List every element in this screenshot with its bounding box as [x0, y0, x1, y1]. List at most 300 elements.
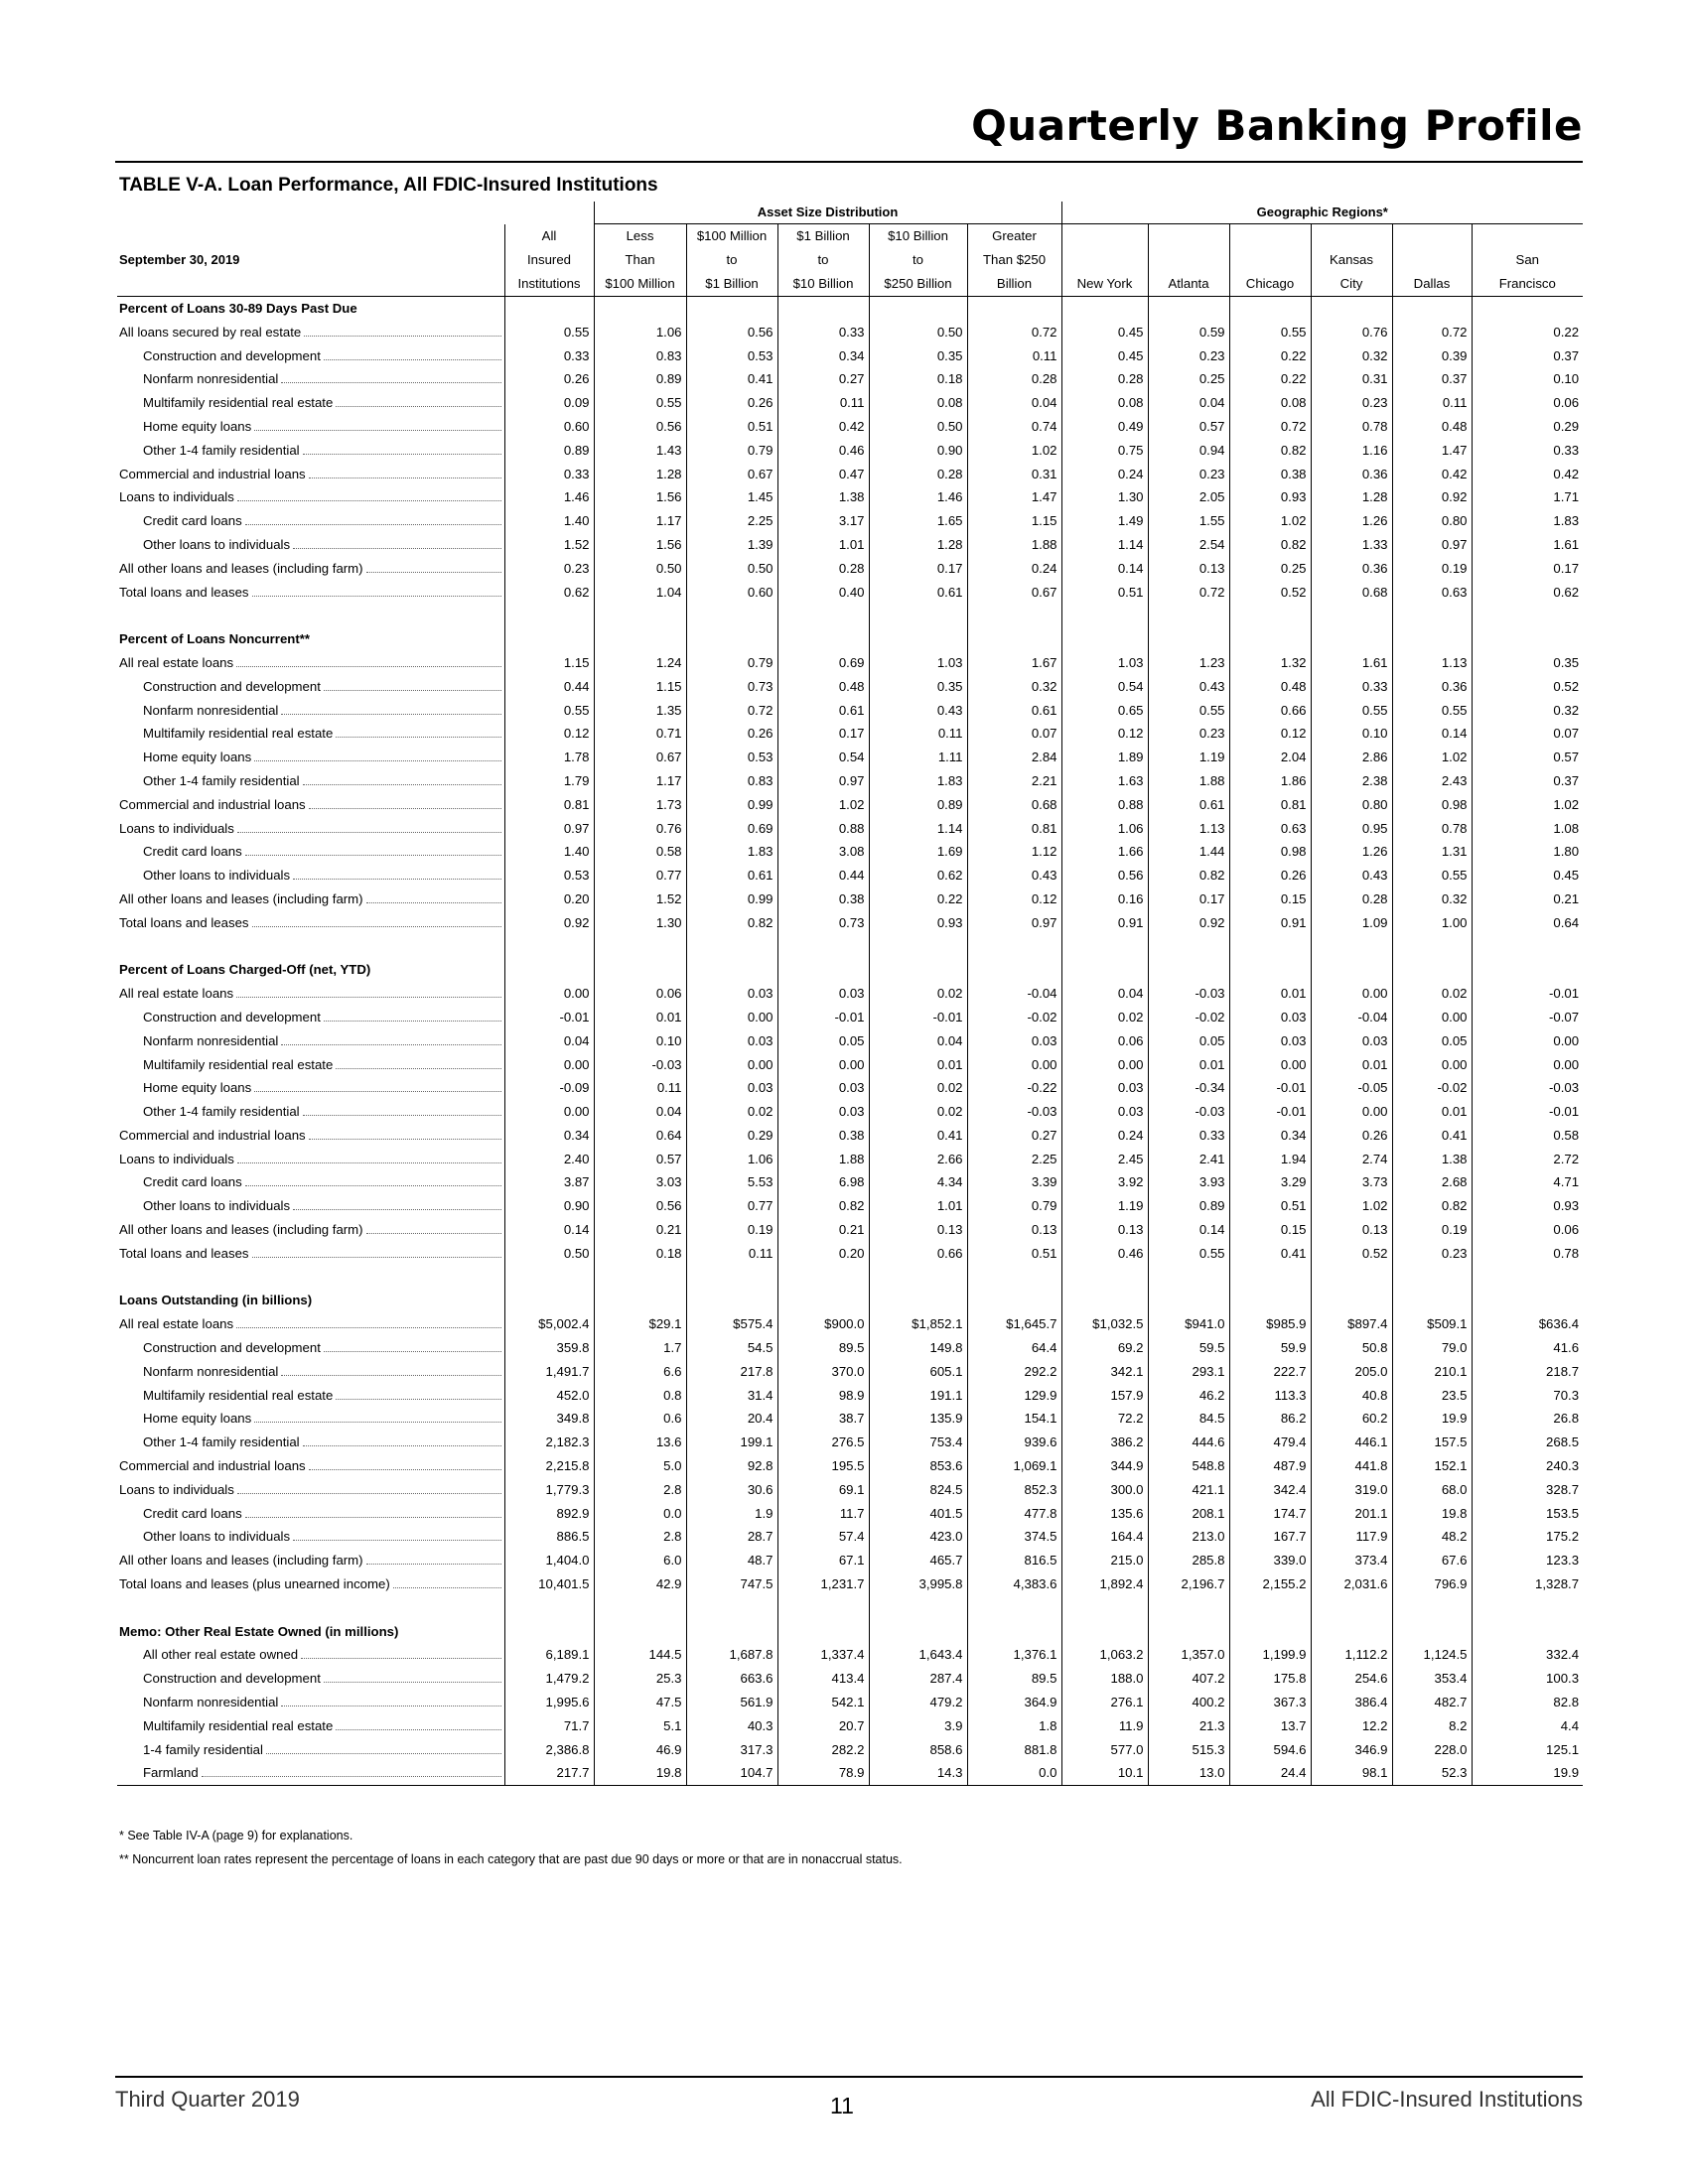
- cell-value: 0.66: [869, 1242, 967, 1266]
- cell-value: 1.15: [504, 651, 594, 675]
- dot-leader: [303, 1445, 501, 1446]
- cell-value: 1.32: [1229, 651, 1311, 675]
- cell-value: 421.1: [1148, 1478, 1229, 1502]
- column-header: [1148, 248, 1229, 272]
- cell-value: 0.02: [869, 982, 967, 1006]
- cell-value: 0.10: [1311, 722, 1392, 746]
- cell-value: 1,063.2: [1061, 1643, 1148, 1667]
- cell-value: 0.69: [686, 817, 777, 841]
- row-label: [117, 1336, 504, 1360]
- cell-value: 0.93: [869, 911, 967, 935]
- cell-value: 135.9: [869, 1407, 967, 1431]
- cell-value: 0.14: [1392, 722, 1472, 746]
- cell-value: 346.9: [1311, 1738, 1392, 1762]
- cell-value: 0.91: [1229, 911, 1311, 935]
- cell-value: 1.61: [1311, 651, 1392, 675]
- row-label: [117, 1100, 504, 1124]
- cell-value: 0.61: [777, 699, 869, 723]
- cell-value: 2.05: [1148, 485, 1229, 509]
- cell-value: 0.00: [504, 1100, 594, 1124]
- column-header: Than $250: [967, 248, 1061, 272]
- cell-value: 5.0: [594, 1454, 686, 1478]
- dot-leader: [237, 500, 501, 501]
- cell-value: 59.5: [1148, 1336, 1229, 1360]
- row-label: [117, 1360, 504, 1384]
- cell-value: 0.07: [967, 722, 1061, 746]
- cell-value: 0.02: [686, 1100, 777, 1124]
- cell-value: 0.50: [504, 1242, 594, 1266]
- cell-value: -0.01: [504, 1006, 594, 1029]
- cell-value: 852.3: [967, 1478, 1061, 1502]
- table-row: [117, 675, 1583, 699]
- section-spacer: [117, 935, 1583, 959]
- dot-leader: [336, 737, 500, 738]
- cell-value: 0.25: [1148, 367, 1229, 391]
- row-label-text: All loans secured by real estate: [119, 324, 302, 340]
- cell-value: 70.3: [1472, 1384, 1583, 1408]
- cell-value: 0.50: [869, 321, 967, 344]
- table-row: [117, 793, 1583, 817]
- cell-value: 0.08: [1229, 391, 1311, 415]
- cell-value: -0.01: [1472, 982, 1583, 1006]
- cell-value: 6.6: [594, 1360, 686, 1384]
- cell-value: 2.72: [1472, 1148, 1583, 1171]
- cell-value: 1.86: [1229, 769, 1311, 793]
- cell-value: 1.19: [1148, 746, 1229, 769]
- cell-value: 0.43: [869, 699, 967, 723]
- column-header: $100 Million: [594, 272, 686, 297]
- cell-value: 2,196.7: [1148, 1572, 1229, 1596]
- cell-value: 240.3: [1472, 1454, 1583, 1478]
- cell-value: 0.06: [1472, 1218, 1583, 1242]
- cell-value: 40.3: [686, 1714, 777, 1738]
- cell-value: 1.7: [594, 1336, 686, 1360]
- table-row: [117, 415, 1583, 439]
- cell-value: 1,328.7: [1472, 1572, 1583, 1596]
- dot-leader: [303, 454, 501, 455]
- cell-value: 3.39: [967, 1170, 1061, 1194]
- dot-leader: [309, 1139, 501, 1140]
- table-row: [117, 439, 1583, 463]
- cell-value: 1.24: [594, 651, 686, 675]
- cell-value: 0.79: [686, 439, 777, 463]
- cell-value: 0.92: [1392, 485, 1472, 509]
- cell-value: 72.2: [1061, 1407, 1148, 1431]
- table-row: [117, 1525, 1583, 1549]
- cell-value: 2.04: [1229, 746, 1311, 769]
- cell-value: 157.5: [1392, 1431, 1472, 1454]
- cell-value: 0.01: [1229, 982, 1311, 1006]
- cell-value: 0.00: [1229, 1053, 1311, 1077]
- cell-value: 605.1: [869, 1360, 967, 1384]
- section-spacer: [117, 604, 1583, 627]
- cell-value: $900.0: [777, 1312, 869, 1336]
- cell-value: 282.2: [777, 1738, 869, 1762]
- cell-value: 1.47: [967, 485, 1061, 509]
- row-label: [117, 1454, 504, 1478]
- dot-leader: [366, 902, 501, 903]
- cell-value: 2.54: [1148, 533, 1229, 557]
- row-label: [117, 1053, 504, 1077]
- cell-value: 0.16: [1061, 887, 1148, 911]
- table-row: [117, 840, 1583, 864]
- cell-value: 0.0: [967, 1761, 1061, 1785]
- cell-value: 1.03: [869, 651, 967, 675]
- cell-value: 19.9: [1392, 1407, 1472, 1431]
- cell-value: 0.43: [1148, 675, 1229, 699]
- cell-value: 59.9: [1229, 1336, 1311, 1360]
- cell-value: $636.4: [1472, 1312, 1583, 1336]
- cell-value: 663.6: [686, 1667, 777, 1691]
- cell-value: 0.35: [869, 675, 967, 699]
- cell-value: 0.91: [1061, 911, 1148, 935]
- column-header: [1061, 224, 1148, 249]
- cell-value: 0.34: [1229, 1124, 1311, 1148]
- cell-value: 13.7: [1229, 1714, 1311, 1738]
- cell-value: 0.48: [777, 675, 869, 699]
- cell-value: 444.6: [1148, 1431, 1229, 1454]
- cell-value: 0.01: [1311, 1053, 1392, 1077]
- row-label-text: Total loans and leases: [119, 1245, 249, 1261]
- dot-leader: [336, 1068, 500, 1069]
- dot-leader: [293, 1209, 500, 1210]
- row-label: [117, 367, 504, 391]
- cell-value: 319.0: [1311, 1478, 1392, 1502]
- cell-value: 0.81: [1229, 793, 1311, 817]
- cell-value: 125.1: [1472, 1738, 1583, 1762]
- cell-value: -0.04: [967, 982, 1061, 1006]
- row-label-text: Total loans and leases: [119, 914, 249, 930]
- row-label-text: 1-4 family residential: [143, 1741, 263, 1757]
- page-number: 11: [830, 2093, 854, 2118]
- cell-value: 561.9: [686, 1691, 777, 1714]
- table-row: [117, 1384, 1583, 1408]
- cell-value: 195.5: [777, 1454, 869, 1478]
- cell-value: 215.0: [1061, 1549, 1148, 1572]
- cell-value: 1.31: [1392, 840, 1472, 864]
- cell-value: 0.64: [1472, 911, 1583, 935]
- cell-value: 13.0: [1148, 1761, 1229, 1785]
- cell-value: 0.72: [1229, 415, 1311, 439]
- cell-value: 0.51: [1061, 581, 1148, 605]
- row-label-text: Other loans to individuals: [143, 1198, 291, 1214]
- cell-value: 0.66: [1229, 699, 1311, 723]
- cell-value: 892.9: [504, 1502, 594, 1526]
- cell-value: 359.8: [504, 1336, 594, 1360]
- cell-value: -0.03: [1148, 982, 1229, 1006]
- cell-value: 3,995.8: [869, 1572, 967, 1596]
- cell-value: 548.8: [1148, 1454, 1229, 1478]
- cell-value: 84.5: [1148, 1407, 1229, 1431]
- cell-value: 0.03: [777, 1100, 869, 1124]
- cell-value: 2,182.3: [504, 1431, 594, 1454]
- cell-value: 0.46: [1061, 1242, 1148, 1266]
- cell-value: 853.6: [869, 1454, 967, 1478]
- cell-value: 0.33: [504, 463, 594, 486]
- column-header: Francisco: [1472, 272, 1583, 297]
- cell-value: 2.45: [1061, 1148, 1148, 1171]
- cell-value: 3.93: [1148, 1170, 1229, 1194]
- row-label-text: Other loans to individuals: [143, 536, 291, 552]
- cell-value: 1.30: [594, 911, 686, 935]
- cell-value: 0.82: [1148, 864, 1229, 887]
- cell-value: 0.94: [1148, 439, 1229, 463]
- cell-value: 423.0: [869, 1525, 967, 1549]
- row-label: [117, 1312, 504, 1336]
- row-label: [117, 1170, 504, 1194]
- column-header: $10 Billion: [869, 224, 967, 249]
- cell-value: 0.89: [1148, 1194, 1229, 1218]
- cell-value: 1.15: [594, 675, 686, 699]
- cell-value: 0.52: [1311, 1242, 1392, 1266]
- dot-leader: [237, 832, 501, 833]
- cell-value: 1.38: [777, 485, 869, 509]
- dot-leader: [252, 596, 501, 597]
- cell-value: 1.00: [1392, 911, 1472, 935]
- cell-value: 222.7: [1229, 1360, 1311, 1384]
- table-row: [117, 1667, 1583, 1691]
- section-header-row: [117, 958, 1583, 982]
- cell-value: 344.9: [1061, 1454, 1148, 1478]
- cell-value: 0.00: [777, 1053, 869, 1077]
- cell-value: 0.97: [504, 817, 594, 841]
- cell-value: 0.12: [1229, 722, 1311, 746]
- row-label: [117, 911, 504, 935]
- cell-value: 2.21: [967, 769, 1061, 793]
- cell-value: 401.5: [869, 1502, 967, 1526]
- footer-rule: [115, 2076, 1583, 2078]
- cell-value: 0.38: [1229, 463, 1311, 486]
- dot-leader: [293, 879, 500, 880]
- cell-value: 1.15: [967, 509, 1061, 533]
- cell-value: 0.32: [1472, 699, 1583, 723]
- row-label: [117, 1643, 504, 1667]
- row-label: [117, 982, 504, 1006]
- cell-value: 0.62: [504, 581, 594, 605]
- cell-value: 1,479.2: [504, 1667, 594, 1691]
- cell-value: 1.46: [869, 485, 967, 509]
- cell-value: 0.97: [1392, 533, 1472, 557]
- cell-value: 1.44: [1148, 840, 1229, 864]
- cell-value: 0.13: [869, 1218, 967, 1242]
- section-header-row: [117, 297, 1583, 321]
- cell-value: 0.10: [594, 1029, 686, 1053]
- cell-value: 1,892.4: [1061, 1572, 1148, 1596]
- cell-value: 175.8: [1229, 1667, 1311, 1691]
- cell-value: 1.35: [594, 699, 686, 723]
- cell-value: 0.79: [686, 651, 777, 675]
- cell-value: 0.95: [1311, 817, 1392, 841]
- cell-value: 0.32: [967, 675, 1061, 699]
- row-label: [117, 1667, 504, 1691]
- cell-value: 0.47: [777, 463, 869, 486]
- cell-value: 753.4: [869, 1431, 967, 1454]
- cell-value: 0.03: [1311, 1029, 1392, 1053]
- cell-value: 0.44: [504, 675, 594, 699]
- cell-value: 0.33: [504, 344, 594, 368]
- cell-value: 0.03: [686, 1029, 777, 1053]
- cell-value: 54.5: [686, 1336, 777, 1360]
- row-label: [117, 793, 504, 817]
- cell-value: 0.72: [967, 321, 1061, 344]
- cell-value: 515.3: [1148, 1738, 1229, 1762]
- column-header: $10 Billion: [777, 272, 869, 297]
- cell-value: 4.34: [869, 1170, 967, 1194]
- row-label-text: Farmland: [143, 1765, 199, 1781]
- row-label-text: Other loans to individuals: [143, 1529, 291, 1545]
- cell-value: 0.60: [504, 415, 594, 439]
- cell-value: 0.6: [594, 1407, 686, 1431]
- row-label-text: Other 1-4 family residential: [143, 1104, 300, 1120]
- cell-value: 1.88: [1148, 769, 1229, 793]
- cell-value: 144.5: [594, 1643, 686, 1667]
- cell-value: -0.02: [967, 1006, 1061, 1029]
- section-header-row: [117, 627, 1583, 651]
- cell-value: 1.02: [1472, 793, 1583, 817]
- cell-value: 149.8: [869, 1336, 967, 1360]
- cell-value: 1.89: [1061, 746, 1148, 769]
- cell-value: 0.36: [1311, 463, 1392, 486]
- cell-value: 31.4: [686, 1384, 777, 1408]
- cell-value: 0.01: [1392, 1100, 1472, 1124]
- cell-value: 0.00: [686, 1053, 777, 1077]
- column-header: Institutions: [504, 272, 594, 297]
- cell-value: 0.58: [1472, 1124, 1583, 1148]
- table-row: [117, 509, 1583, 533]
- cell-value: 2.66: [869, 1148, 967, 1171]
- cell-value: 2.74: [1311, 1148, 1392, 1171]
- cell-value: 1,069.1: [967, 1454, 1061, 1478]
- table-row: [117, 1218, 1583, 1242]
- column-header: [1061, 248, 1148, 272]
- cell-value: 1.02: [1311, 1194, 1392, 1218]
- cell-value: 1.40: [504, 509, 594, 533]
- cell-value: 0.37: [1392, 367, 1472, 391]
- cell-value: 0.54: [777, 746, 869, 769]
- cell-value: 69.1: [777, 1478, 869, 1502]
- cell-value: 100.3: [1472, 1667, 1583, 1691]
- table-row: [117, 1100, 1583, 1124]
- cell-value: 1,112.2: [1311, 1643, 1392, 1667]
- cell-value: 6.98: [777, 1170, 869, 1194]
- cell-value: 228.0: [1392, 1738, 1472, 1762]
- cell-value: 0.77: [686, 1194, 777, 1218]
- cell-value: 0.55: [504, 321, 594, 344]
- cell-value: 0.14: [1061, 557, 1148, 581]
- cell-value: 0.13: [1061, 1218, 1148, 1242]
- cell-value: 1.52: [504, 533, 594, 557]
- cell-value: 129.9: [967, 1384, 1061, 1408]
- section-header-row: [117, 1289, 1583, 1312]
- cell-value: 0.38: [777, 887, 869, 911]
- cell-value: 367.3: [1229, 1691, 1311, 1714]
- dot-leader: [281, 1375, 500, 1376]
- cell-value: 2.41: [1148, 1148, 1229, 1171]
- table-row: [117, 1738, 1583, 1762]
- cell-value: 0.8: [594, 1384, 686, 1408]
- cell-value: 0.50: [686, 557, 777, 581]
- cell-value: 0.11: [594, 1076, 686, 1100]
- row-label-text: Multifamily residential real estate: [143, 726, 334, 742]
- cell-value: 1,404.0: [504, 1549, 594, 1572]
- cell-value: 1.39: [686, 533, 777, 557]
- cell-value: 317.3: [686, 1738, 777, 1762]
- cell-value: 0.23: [1148, 463, 1229, 486]
- cell-value: 0.01: [594, 1006, 686, 1029]
- row-label: [117, 1431, 504, 1454]
- cell-value: 0.03: [1061, 1076, 1148, 1100]
- row-label: [117, 675, 504, 699]
- cell-value: 1.02: [777, 793, 869, 817]
- cell-value: 46.9: [594, 1738, 686, 1762]
- row-label-text: Other loans to individuals: [143, 868, 291, 884]
- dot-leader: [254, 760, 500, 761]
- cell-value: 479.4: [1229, 1431, 1311, 1454]
- cell-value: 300.0: [1061, 1478, 1148, 1502]
- cell-value: 4.4: [1472, 1714, 1583, 1738]
- cell-value: 0.88: [777, 817, 869, 841]
- dot-leader: [236, 1327, 500, 1328]
- cell-value: 199.1: [686, 1431, 777, 1454]
- cell-value: 5.53: [686, 1170, 777, 1194]
- cell-value: 0.60: [686, 581, 777, 605]
- cell-value: 0.99: [686, 887, 777, 911]
- cell-value: -0.01: [1229, 1100, 1311, 1124]
- dot-leader: [237, 1493, 501, 1494]
- row-label-text: All real estate loans: [119, 1316, 234, 1332]
- cell-value: 0.05: [1392, 1029, 1472, 1053]
- table-row: [117, 1643, 1583, 1667]
- cell-value: 2.43: [1392, 769, 1472, 793]
- table-row: [117, 722, 1583, 746]
- cell-value: 386.4: [1311, 1691, 1392, 1714]
- cell-value: 0.32: [1392, 887, 1472, 911]
- section-title: Percent of Loans 30-89 Days Past Due: [119, 301, 357, 316]
- row-label: [117, 463, 504, 486]
- cell-value: $575.4: [686, 1312, 777, 1336]
- cell-value: 0.14: [504, 1218, 594, 1242]
- cell-value: 0.09: [504, 391, 594, 415]
- cell-value: 0.79: [967, 1194, 1061, 1218]
- cell-value: 747.5: [686, 1572, 777, 1596]
- cell-value: 0.53: [686, 746, 777, 769]
- cell-value: 1.69: [869, 840, 967, 864]
- table-row: [117, 367, 1583, 391]
- cell-value: -0.01: [777, 1006, 869, 1029]
- cell-value: 1.46: [504, 485, 594, 509]
- cell-value: $29.1: [594, 1312, 686, 1336]
- cell-value: 477.8: [967, 1502, 1061, 1526]
- cell-value: 1.06: [1061, 817, 1148, 841]
- table-row: [117, 557, 1583, 581]
- cell-value: $985.9: [1229, 1312, 1311, 1336]
- cell-value: 0.93: [1472, 1194, 1583, 1218]
- cell-value: 123.3: [1472, 1549, 1583, 1572]
- cell-value: 152.1: [1392, 1454, 1472, 1478]
- cell-value: 796.9: [1392, 1572, 1472, 1596]
- row-label-text: Credit card loans: [143, 513, 242, 529]
- cell-value: 68.0: [1392, 1478, 1472, 1502]
- cell-value: 328.7: [1472, 1478, 1583, 1502]
- cell-value: 0.57: [1148, 415, 1229, 439]
- cell-value: 0.24: [1061, 1124, 1148, 1148]
- cell-value: 0.22: [869, 887, 967, 911]
- row-label: [117, 1124, 504, 1148]
- column-header: [1311, 224, 1392, 249]
- cell-value: 2.38: [1311, 769, 1392, 793]
- cell-value: 0.42: [777, 415, 869, 439]
- cell-value: 0.88: [1061, 793, 1148, 817]
